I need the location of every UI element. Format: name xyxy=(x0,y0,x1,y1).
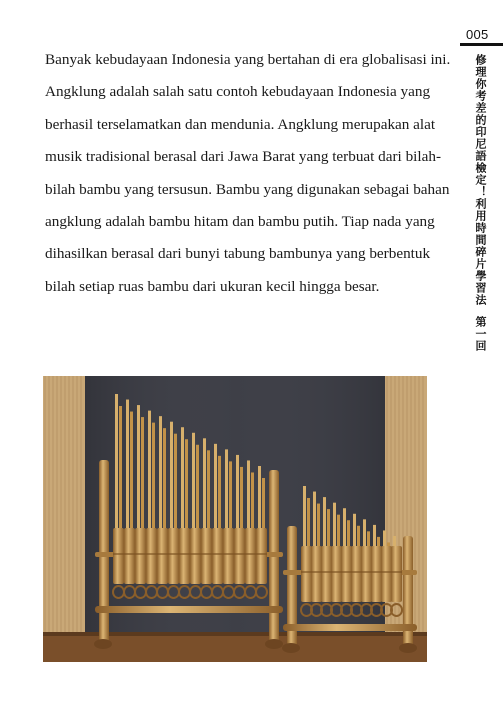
page-number: 005 xyxy=(466,27,489,42)
running-title-text: 修理你考差的印尼語檢定！利用時間碎片學習法 xyxy=(474,54,487,306)
angklung-illustration xyxy=(43,376,427,662)
angklung-photo xyxy=(43,376,427,662)
body-text xyxy=(45,44,455,303)
body-paragraph: Banyak kebudayaan Indonesia yang bertahan di era globalisasi ini. Angklung adalah salah satu contoh kebudayaan Indonesia yang berhasil terselamatkan dan mendunia. Angklung merupakan alat musik tradisional berasal dari Jawa Barat yang terbuat dari bilah-bilah bambu yang tersusun. Bambu yang digunakan sebagai bahan angklung adalah bambu hitam dan bambu putih. Tiap nada yang dihasilkan berasal dari bunyi tabung bambunya yang berbentuk bilah setiap ruas bambu dari ukuran kecil hingga besar. xyxy=(45,51,451,295)
running-title xyxy=(472,54,488,352)
page-number-rule xyxy=(460,43,503,46)
chapter-label: 第一回 xyxy=(474,316,487,352)
